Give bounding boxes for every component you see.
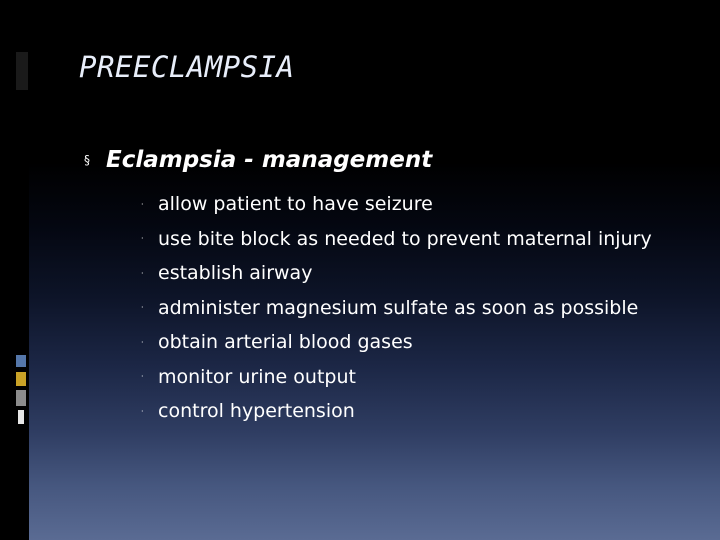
dot-bullet-icon: · <box>141 303 144 313</box>
dot-bullet-icon: · <box>141 337 144 347</box>
list-item-text: allow patient to have seizure <box>158 193 433 216</box>
list-item-text: establish airway <box>158 262 313 285</box>
list-item-text: control hypertension <box>158 400 355 423</box>
list-item-text: obtain arterial blood gases <box>158 331 413 354</box>
list-item <box>141 222 652 257</box>
list-item <box>141 291 652 326</box>
heading-text: Eclampsia - management <box>106 147 433 173</box>
list-item <box>141 360 652 395</box>
left-decoration-strip <box>0 0 28 540</box>
list-item <box>141 394 652 429</box>
management-steps-list <box>141 187 652 429</box>
dot-bullet-icon: · <box>141 406 144 416</box>
dot-bullet-icon: · <box>141 199 144 209</box>
heading-bullet-item <box>84 147 432 173</box>
dot-bullet-icon: · <box>141 234 144 244</box>
decorative-square-blue <box>16 355 26 367</box>
square-bullet-icon: § <box>84 153 90 167</box>
decorative-square-gray <box>16 390 26 406</box>
list-item <box>141 187 652 222</box>
list-item-text: monitor urine output <box>158 365 356 388</box>
slide-panel <box>29 0 720 540</box>
slide-title: PREECLAMPSIA <box>79 50 295 84</box>
decorative-square-gold <box>16 372 26 386</box>
list-item-text: use bite block as needed to prevent maternal injury <box>158 227 652 250</box>
list-item-text: administer magnesium sulfate as soon as possible <box>158 296 639 319</box>
list-item <box>141 256 652 291</box>
decorative-bar-black <box>16 52 28 90</box>
decorative-square-white <box>18 410 24 424</box>
dot-bullet-icon: · <box>141 372 144 382</box>
dot-bullet-icon: · <box>141 268 144 278</box>
list-item <box>141 325 652 360</box>
